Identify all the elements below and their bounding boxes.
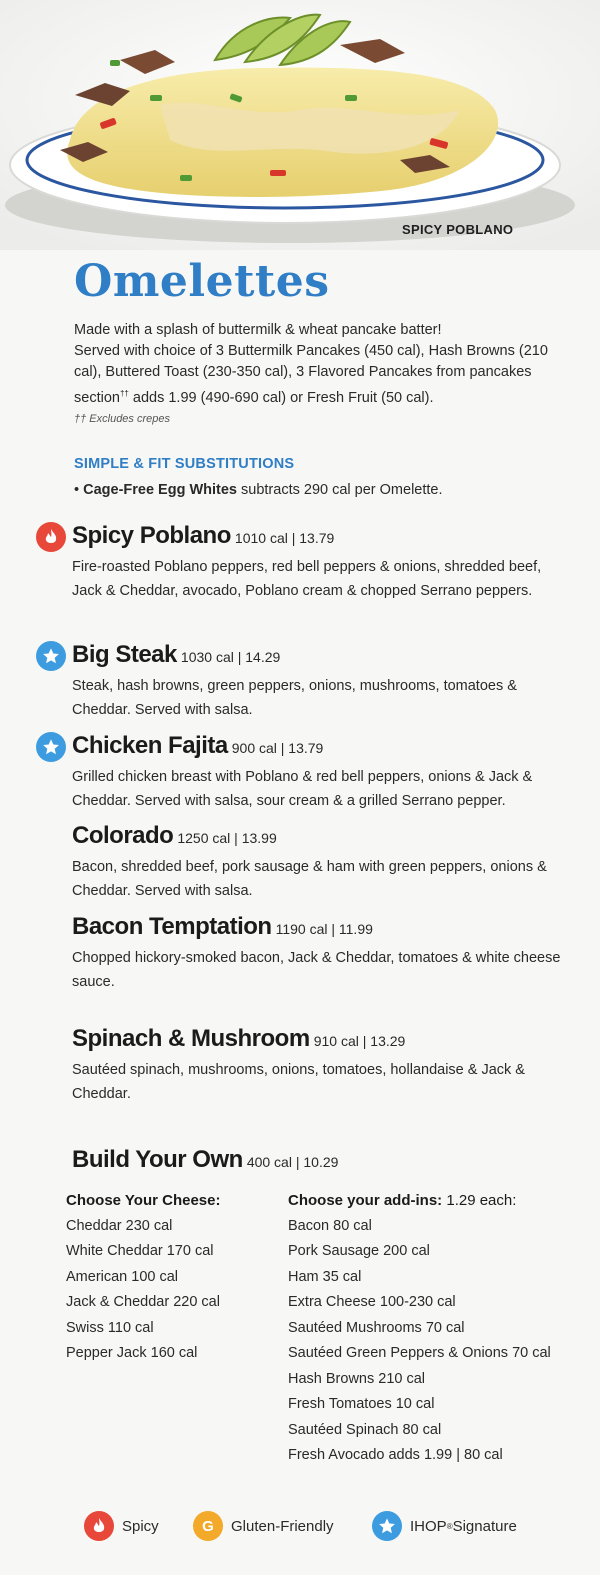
menu-item-chicken-fajita bbox=[72, 732, 572, 813]
addins-heading-text: Choose your add-ins: bbox=[288, 1192, 443, 1209]
intro-line-2 bbox=[74, 341, 574, 409]
section-intro bbox=[74, 320, 574, 427]
legend-gluten bbox=[193, 1511, 334, 1541]
footnote: †† Excludes crepes bbox=[74, 412, 170, 425]
item-description: Bacon, shredded beef, pork sausage & ham with green peppers, onions & Cheddar. Served with salsa. bbox=[72, 859, 547, 899]
g-letter-icon: G bbox=[193, 1511, 223, 1541]
addin-option: Extra Cheese 100-230 cal bbox=[288, 1294, 456, 1310]
substitution-name: Cage-Free Egg Whites bbox=[83, 482, 237, 498]
addin-option: Fresh Tomatoes 10 cal bbox=[288, 1396, 435, 1412]
addins-price: 1.29 each: bbox=[442, 1192, 517, 1209]
addin-option: Ham 35 cal bbox=[288, 1268, 362, 1285]
cheese-option: Pepper Jack 160 cal bbox=[66, 1345, 198, 1361]
item-description: Chopped hickory-smoked bacon, Jack & Cheddar, tomatoes & white cheese sauce. bbox=[72, 950, 561, 990]
intro-dagger: †† bbox=[119, 389, 129, 398]
addin-options bbox=[288, 1188, 551, 1469]
item-cal-price: 400 cal | 10.29 bbox=[246, 1154, 339, 1170]
signature-badge bbox=[36, 641, 66, 671]
spicy-badge bbox=[84, 1511, 114, 1541]
registered-mark: ® bbox=[446, 1521, 453, 1531]
photo-caption: SPICY POBLANO bbox=[402, 222, 514, 237]
bullet: • bbox=[74, 482, 80, 498]
cheese-option: Jack & Cheddar 220 cal bbox=[66, 1294, 220, 1310]
menu-item-bacon-temptation bbox=[72, 913, 572, 994]
item-cal-price: 1030 cal | 14.29 bbox=[180, 649, 281, 665]
intro-text-a: Served with choice of 3 Buttermilk Pancakes (450 cal), Hash Browns (210 cal), Buttered Toast (230-350 cal), 3 Flavored Pancakes from pancakes section bbox=[74, 343, 548, 406]
item-description: Steak, hash browns, green peppers, onions, mushrooms, tomatoes & Cheddar. Served with salsa. bbox=[72, 678, 517, 718]
star-icon bbox=[378, 1517, 396, 1535]
cheese-option: Swiss 110 cal bbox=[66, 1319, 154, 1336]
intro-line-1: Made with a splash of buttermilk & wheat pancake batter! bbox=[74, 322, 442, 338]
menu-item-spinach-mushroom bbox=[72, 1025, 572, 1106]
cheese-heading: Choose Your Cheese: bbox=[66, 1192, 221, 1209]
item-description: Sautéed spinach, mushrooms, onions, tomatoes, hollandaise & Jack & Cheddar. bbox=[72, 1062, 525, 1102]
item-name: Spicy Poblano bbox=[72, 522, 231, 549]
addin-option: Sautéed Green Peppers & Onions 70 cal bbox=[288, 1345, 551, 1361]
item-cal-price: 900 cal | 13.79 bbox=[231, 740, 324, 756]
legend bbox=[0, 1511, 600, 1545]
item-name: Build Your Own bbox=[72, 1146, 243, 1173]
substitution-text: subtracts 290 cal per Omelette. bbox=[237, 482, 443, 498]
star-icon bbox=[42, 647, 60, 665]
item-name: Spinach & Mushroom bbox=[72, 1025, 310, 1052]
item-description: Fire-roasted Poblano peppers, red bell peppers & onions, shredded beef, Jack & Cheddar, avocado, Poblano cream & chopped Serrano peppers. bbox=[72, 559, 542, 599]
menu-item-spicy-poblano bbox=[72, 522, 572, 603]
omelette-photo bbox=[0, 0, 600, 250]
signature-badge bbox=[372, 1511, 402, 1541]
menu-item-big-steak bbox=[72, 641, 572, 722]
item-cal-price: 1250 cal | 13.99 bbox=[177, 830, 277, 846]
signature-badge bbox=[36, 732, 66, 762]
flame-icon bbox=[91, 1517, 107, 1535]
legend-label-suffix: Signature bbox=[452, 1517, 517, 1535]
addin-option: Hash Browns 210 cal bbox=[288, 1370, 426, 1387]
legend-label: IHOP bbox=[410, 1517, 447, 1535]
cheese-options bbox=[66, 1188, 220, 1367]
addin-option: Sautéed Spinach 80 cal bbox=[288, 1421, 442, 1438]
item-cal-price: 910 cal | 13.29 bbox=[313, 1033, 406, 1049]
item-cal-price: 1010 cal | 13.79 bbox=[234, 530, 335, 546]
flame-icon bbox=[43, 528, 59, 546]
spicy-badge bbox=[36, 522, 66, 552]
substitution-item bbox=[74, 482, 443, 498]
cheese-option: Cheddar 230 cal bbox=[66, 1217, 173, 1234]
legend-label: Spicy bbox=[122, 1517, 159, 1535]
legend-spicy bbox=[84, 1511, 159, 1541]
addin-option: Bacon 80 cal bbox=[288, 1217, 372, 1234]
item-name: Bacon Temptation bbox=[72, 913, 272, 940]
legend-signature bbox=[372, 1511, 517, 1541]
item-cal-price: 1190 cal | 11.99 bbox=[275, 921, 373, 937]
star-icon bbox=[42, 738, 60, 756]
item-name: Colorado bbox=[72, 822, 174, 849]
addin-option: Pork Sausage 200 cal bbox=[288, 1243, 430, 1259]
menu-item-build-your-own bbox=[72, 1146, 572, 1177]
addin-option: Sautéed Mushrooms 70 cal bbox=[288, 1319, 465, 1336]
section-title: Omelettes bbox=[74, 256, 330, 307]
legend-label: Gluten-Friendly bbox=[231, 1517, 334, 1535]
item-description: Grilled chicken breast with Poblano & red bell peppers, onions & Jack & Cheddar. Served with salsa, sour cream & a grilled Serrano pepper. bbox=[72, 769, 533, 809]
substitutions-heading: SIMPLE & FIT SUBSTITUTIONS bbox=[74, 456, 295, 472]
item-name: Chicken Fajita bbox=[72, 732, 228, 759]
intro-text-b: adds 1.99 (490-690 cal) or Fresh Fruit (50 cal). bbox=[128, 389, 434, 406]
cheese-option: White Cheddar 170 cal bbox=[66, 1243, 214, 1259]
menu-item-colorado bbox=[72, 822, 572, 903]
cheese-option: American 100 cal bbox=[66, 1268, 179, 1285]
addin-option: Fresh Avocado adds 1.99 | 80 cal bbox=[288, 1447, 503, 1463]
item-name: Big Steak bbox=[72, 641, 177, 668]
addins-heading bbox=[288, 1188, 551, 1214]
